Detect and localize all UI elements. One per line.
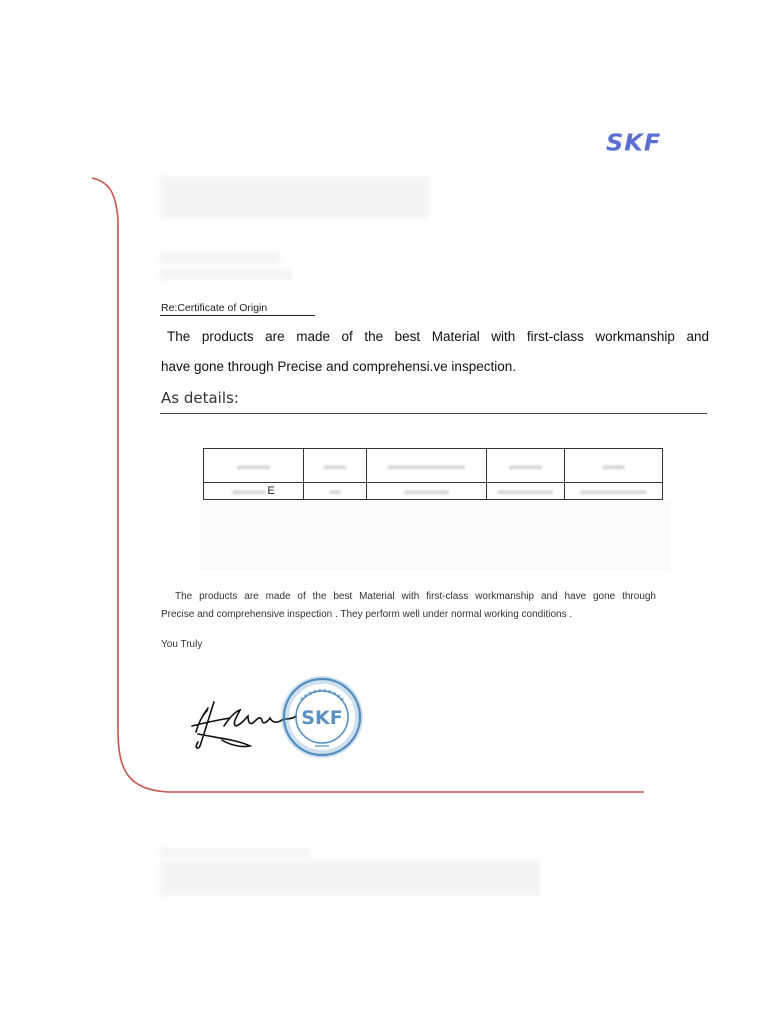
details-table: [203, 448, 663, 500]
item-fragment: E: [267, 485, 275, 497]
intro-paragraph: [161, 322, 709, 382]
table-header-row: [204, 449, 663, 483]
table-cell-item: ▬▬▬ E: [204, 483, 304, 500]
table-header-cell: ▬▬▬: [487, 449, 565, 483]
svg-text:SKF: SKF: [301, 707, 343, 729]
table-fade-mask: [200, 500, 670, 570]
table-cell: ▬▬▬▬▬▬: [565, 483, 663, 500]
table-header-cell: ▬▬▬▬▬▬▬: [367, 449, 487, 483]
table-header-cell: ▬▬: [565, 449, 663, 483]
intro-line-2: have gone through Precise and comprehensi.ve inspection.: [161, 359, 516, 374]
table-cell: ▬: [304, 483, 367, 500]
intro-line-1: The products are made of the best Material with first-class workmanship and: [167, 329, 709, 344]
body-line-2: Precise and comprehensive inspection . They perform well under normal working conditions .: [161, 609, 573, 620]
certificate-subject: Re:Certificate of Origin: [161, 302, 268, 314]
table-header-cell: ▬▬: [304, 449, 367, 483]
details-heading: As details:: [161, 389, 239, 407]
table-cell: ▬▬▬▬: [367, 483, 487, 500]
table-header-cell: ▬▬▬: [204, 449, 304, 483]
body-paragraph: [161, 588, 656, 624]
table-cell: ▬▬▬▬▬: [487, 483, 565, 500]
faded-footer-block: [160, 860, 540, 896]
closing-text: You Truly: [161, 639, 203, 650]
table-row: [204, 483, 663, 500]
faded-company-header: [160, 176, 430, 218]
faded-recipient-line: [160, 269, 292, 280]
faded-address-line: [160, 252, 280, 264]
details-rule: [160, 413, 707, 414]
faded-footer-line: [160, 848, 310, 858]
company-stamp-seal: [281, 676, 363, 758]
body-line-1: The products are made of the best Material with first-class workmanship and have gone through: [175, 591, 656, 602]
skf-logo: SKF: [606, 129, 662, 157]
subject-underline: [160, 315, 315, 316]
